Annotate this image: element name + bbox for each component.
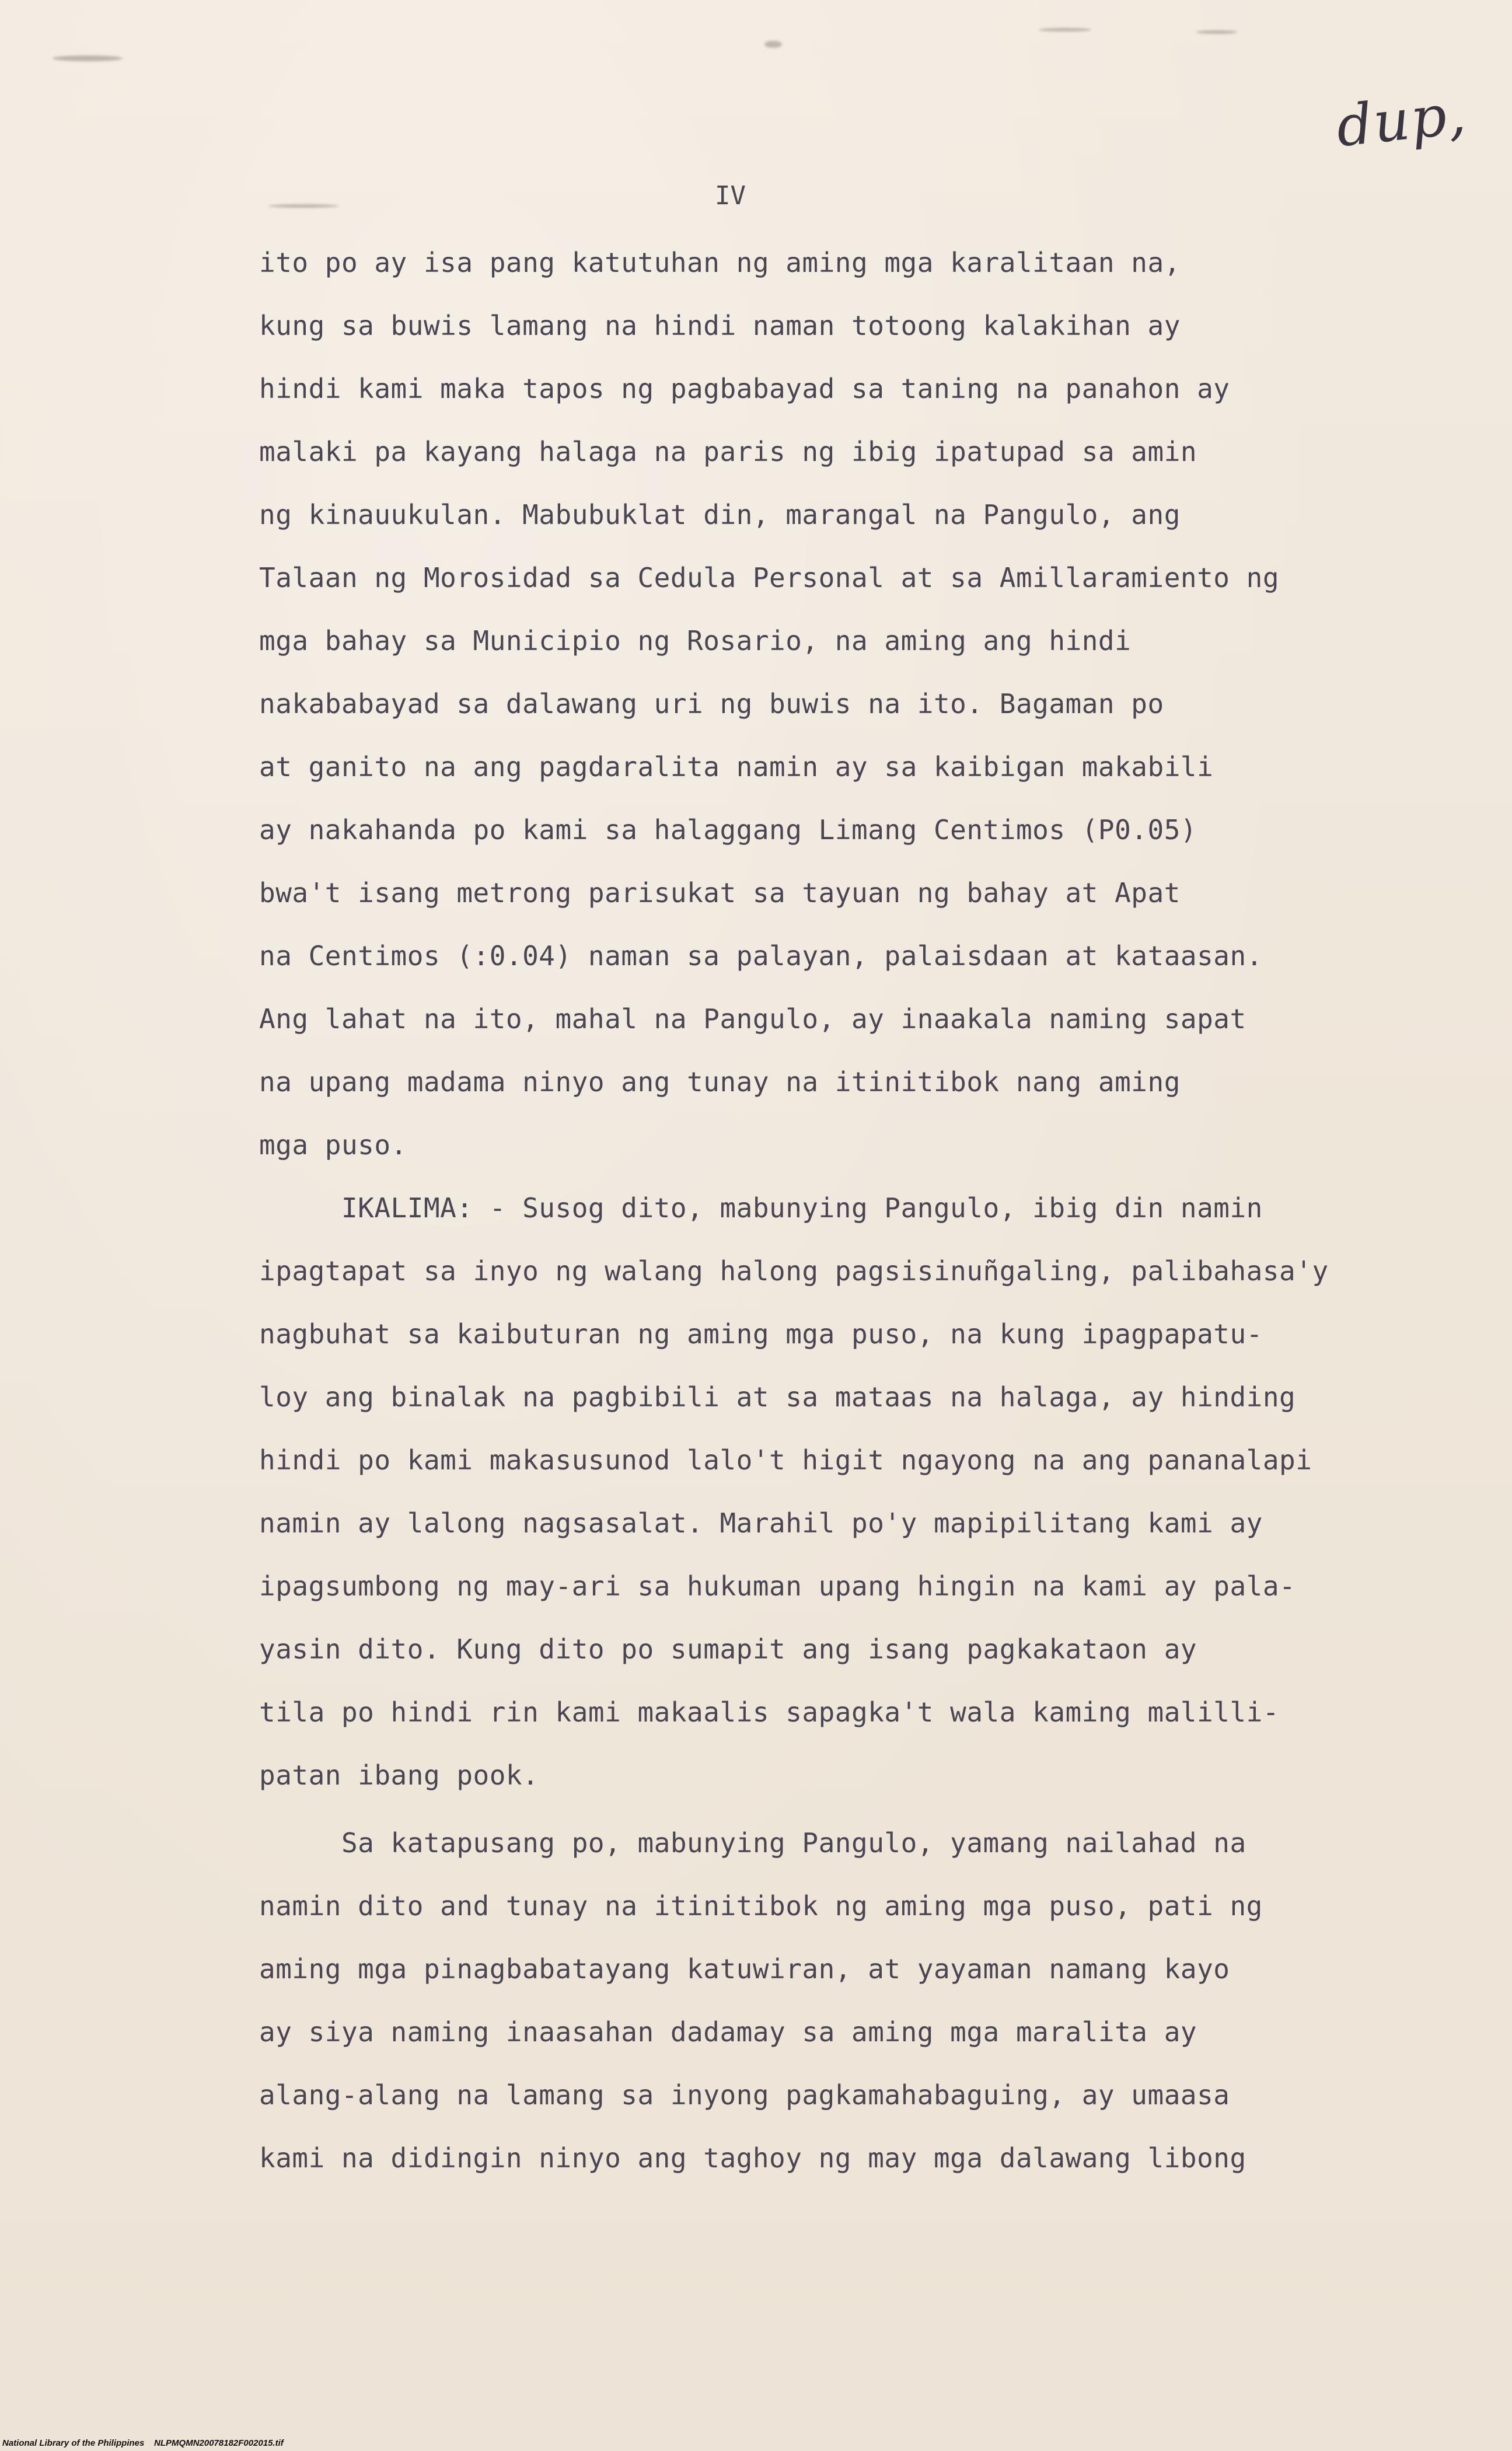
- text-line: na Centimos (:0.04) naman sa palayan, palaisdaan at kataasan.: [259, 940, 1263, 972]
- handwritten-annotation: dup,: [1333, 81, 1470, 160]
- text-line: ipagtapat sa inyo ng walang halong pagsisinuñgaling, palibahasa'y: [259, 1255, 1329, 1287]
- text-line: ito po ay isa pang katutuhan ng aming mga karalitaan na,: [259, 247, 1181, 278]
- text-line: mga puso.: [259, 1129, 407, 1161]
- smudge-mark: [268, 204, 338, 208]
- text-line: ay nakahanda po kami sa halaggang Limang Centimos (P0.05): [259, 814, 1197, 846]
- text-line: yasin dito. Kung dito po sumapit ang isang pagkakataon ay: [259, 1633, 1197, 1665]
- smudge-mark: [1196, 30, 1237, 34]
- text-line: hindi kami maka tapos ng pagbabayad sa taning na panahon ay: [259, 373, 1230, 404]
- text-line: loy ang binalak na pagbibili at sa mataas na halaga, ay hinding: [259, 1381, 1296, 1413]
- text-line: nakababayad sa dalawang uri ng buwis na ito. Bagaman po: [259, 688, 1164, 720]
- text-line: Sa katapusang po, mabunying Pangulo, yamang nailahad na: [259, 1827, 1246, 1859]
- text-line: namin dito and tunay na itinitibok ng aming mga puso, pati ng: [259, 1890, 1263, 1922]
- text-line: at ganito na ang pagdaralita namin ay sa kaibigan makabili: [259, 751, 1214, 783]
- archive-footer: National Library of the Philippines NLPMQMN20078182F002015.tif: [2, 2438, 284, 2448]
- text-line: tila po hindi rin kami makaalis sapagka't wala kaming malilli-: [259, 1696, 1280, 1728]
- text-line: hindi po kami makasusunod lalo't higit ngayong na ang pananalapi: [259, 1444, 1312, 1476]
- text-line: ipagsumbong ng may-ari sa hukuman upang hingin na kami ay pala-: [259, 1570, 1296, 1602]
- text-line: namin ay lalong nagsasalat. Marahil po'y mapipilitang kami ay: [259, 1507, 1263, 1539]
- text-line: ng kinauukulan. Mabubuklat din, marangal na Pangulo, ang: [259, 499, 1181, 530]
- text-line: mga bahay sa Municipio ng Rosario, na aming ang hindi: [259, 625, 1132, 657]
- text-line: aming mga pinagbabatayang katuwiran, at yayaman namang kayo: [259, 1953, 1230, 1985]
- text-line: nagbuhat sa kaibuturan ng aming mga puso, na kung ipagpapatu-: [259, 1318, 1263, 1350]
- text-line: IKALIMA: - Susog dito, mabunying Pangulo, ibig din namin: [259, 1192, 1263, 1224]
- text-line: Talaan ng Morosidad sa Cedula Personal at sa Amillaramiento ng: [259, 562, 1280, 593]
- text-line: na upang madama ninyo ang tunay na itinitibok nang aming: [259, 1066, 1181, 1098]
- text-line: patan ibang pook.: [259, 1759, 539, 1791]
- page-number: IV: [715, 181, 746, 211]
- text-line: kami na didingin ninyo ang taghoy ng may mga dalawang libong: [259, 2142, 1246, 2174]
- smudge-mark: [53, 55, 123, 61]
- text-line: malaki pa kayang halaga na paris ng ibig ipatupad sa amin: [259, 436, 1197, 467]
- text-line: alang-alang na lamang sa inyong pagkamahabaguing, ay umaasa: [259, 2079, 1230, 2111]
- text-line: ay siya naming inaasahan dadamay sa aming mga maralita ay: [259, 2016, 1197, 2048]
- text-line: Ang lahat na ito, mahal na Pangulo, ay inaakala naming sapat: [259, 1003, 1246, 1035]
- smudge-mark: [1039, 28, 1091, 32]
- text-line: kung sa buwis lamang na hindi naman totoong kalakihan ay: [259, 310, 1181, 341]
- text-line: bwa't isang metrong parisukat sa tayuan ng bahay at Apat: [259, 877, 1181, 909]
- smudge-mark: [764, 41, 782, 48]
